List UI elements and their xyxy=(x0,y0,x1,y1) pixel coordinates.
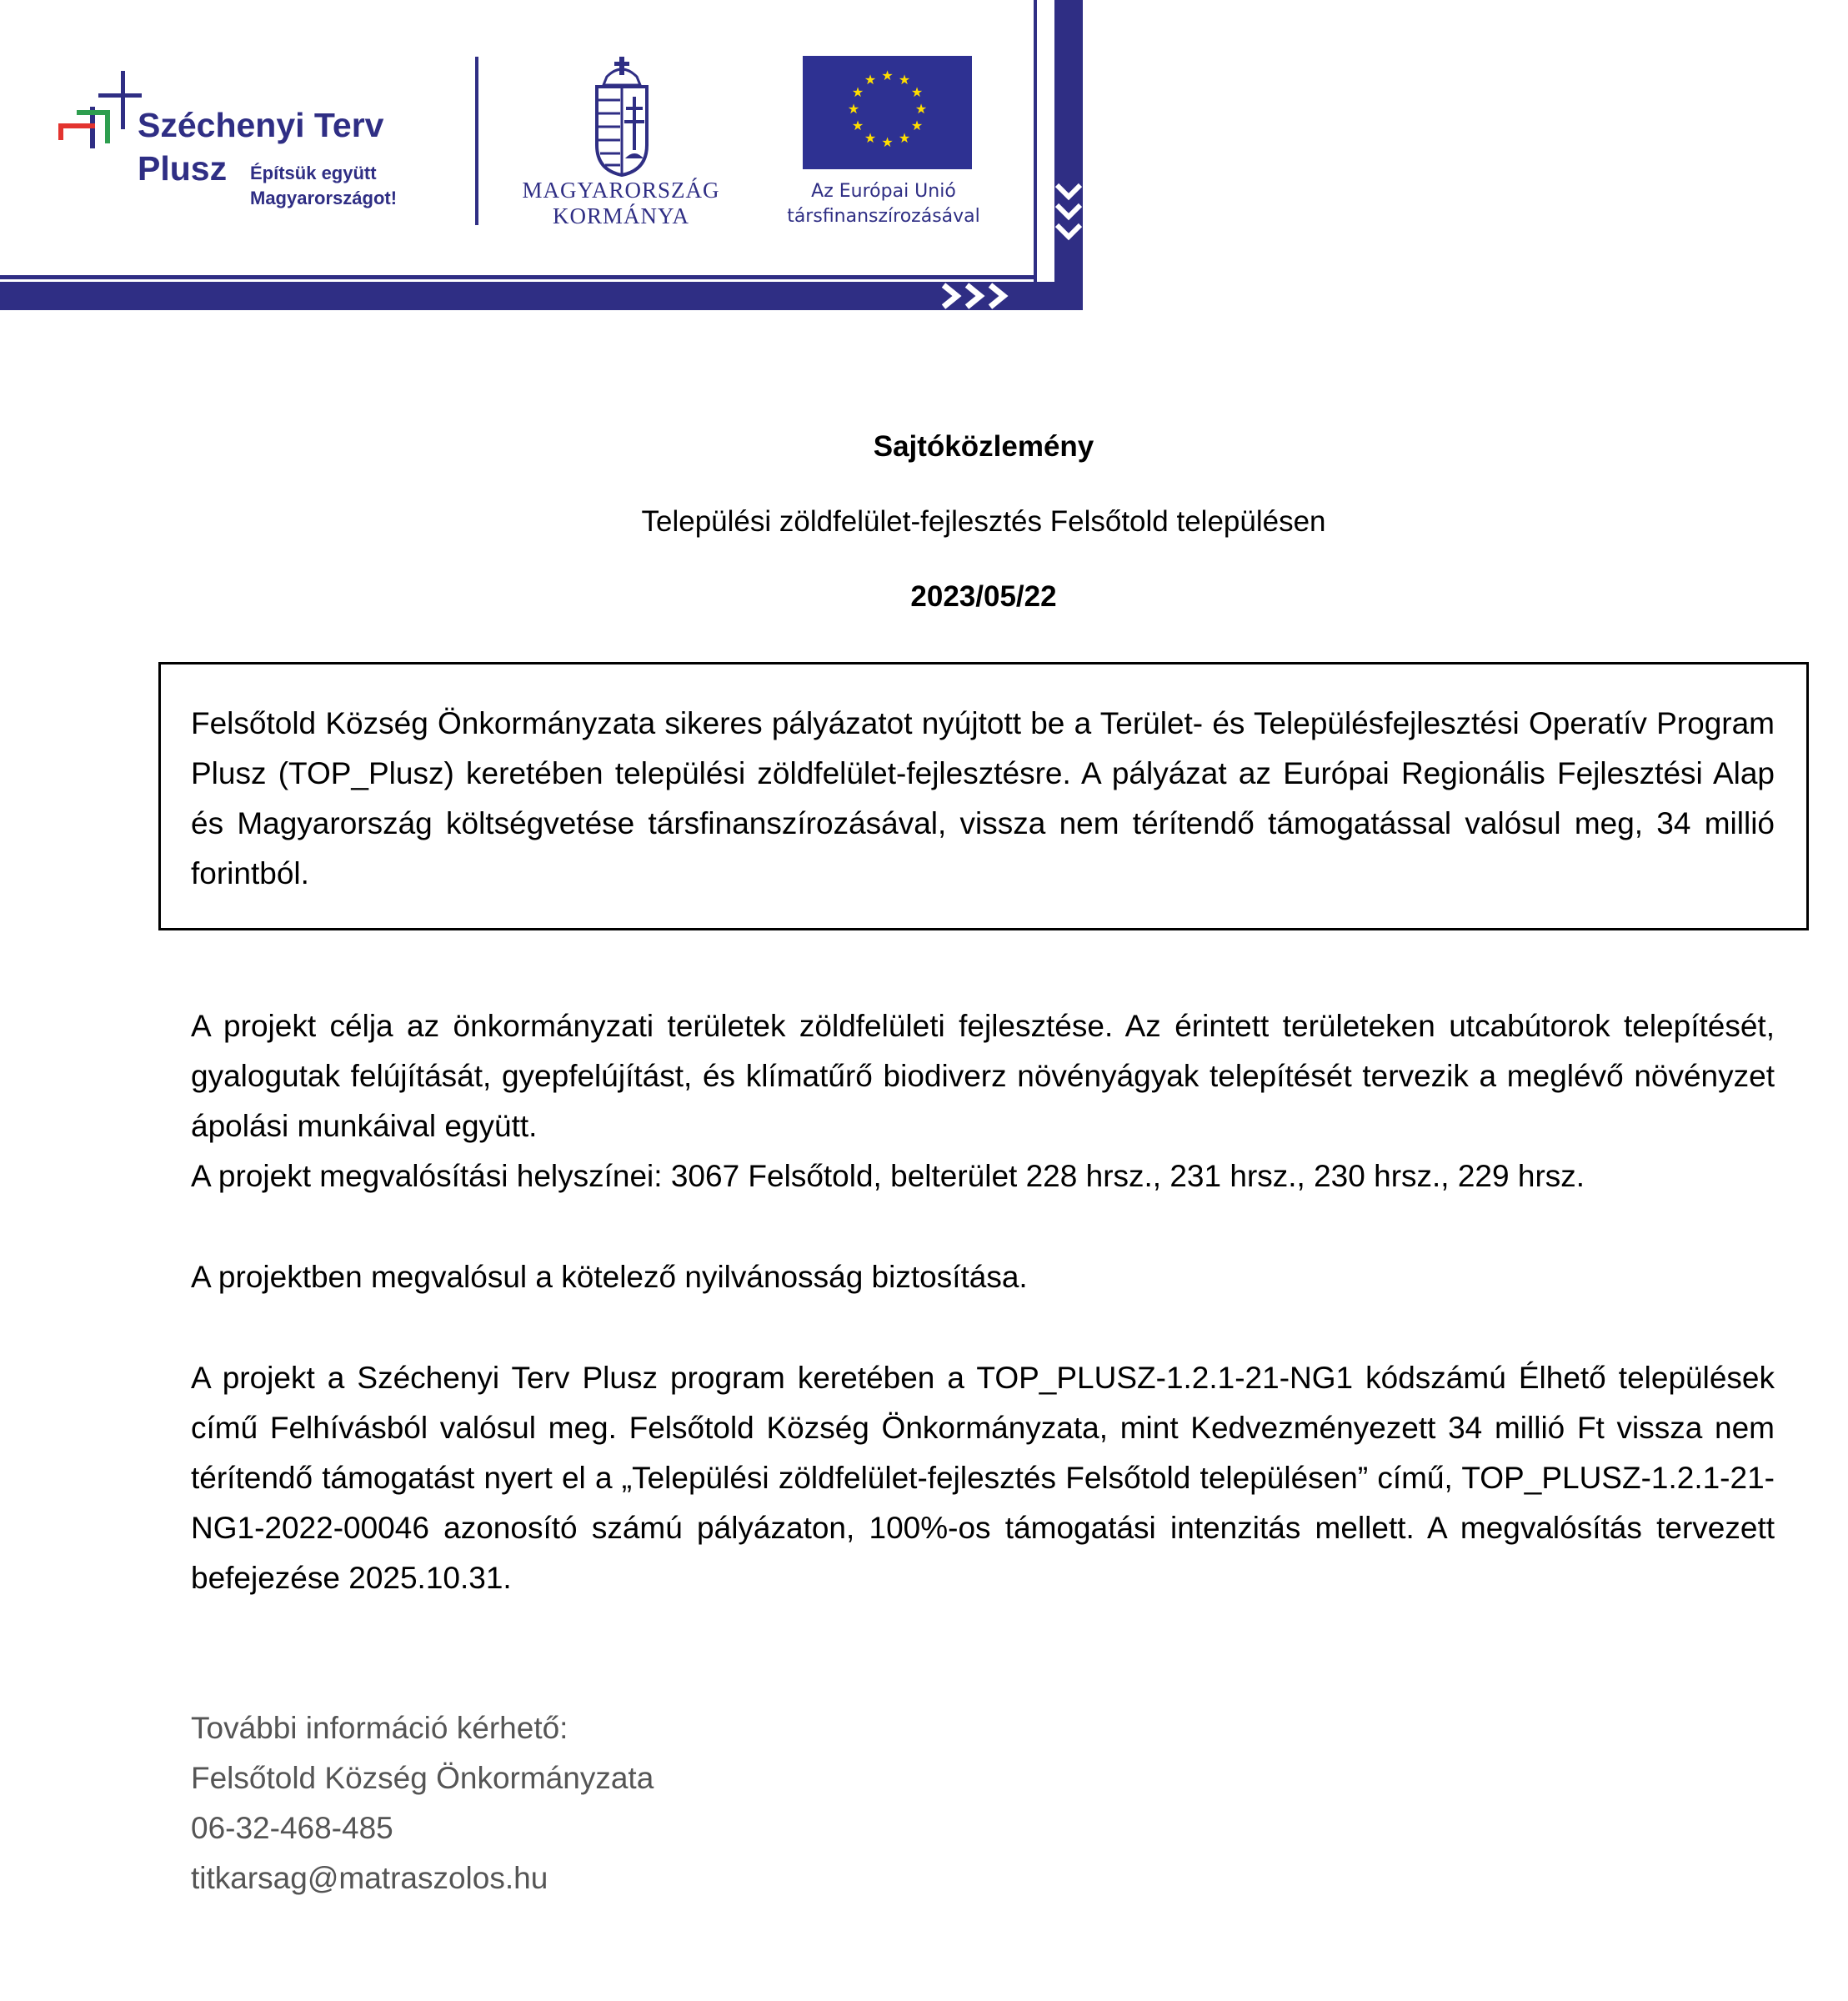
szechenyi-logo-name: Széchenyi Terv xyxy=(138,106,384,144)
document-subtitle: Települési zöldfelület-fejlesztés Felsőtold településen xyxy=(641,505,1326,538)
svg-text:★: ★ xyxy=(898,130,911,146)
svg-text:★: ★ xyxy=(898,72,911,88)
header-banner xyxy=(0,0,1084,310)
svg-text:★: ★ xyxy=(847,101,860,117)
svg-text:★: ★ xyxy=(910,84,924,100)
svg-text:★: ★ xyxy=(881,134,894,150)
hungarian-coat-of-arms-icon xyxy=(597,57,647,175)
document-title: Sajtóközlemény xyxy=(873,430,1094,463)
szechenyi-logo-slogan: Építsük együtt Magyarországot! xyxy=(250,163,398,208)
contact-email: titkarsag@matraszolos.hu xyxy=(191,1861,548,1895)
contact-heading: További információ kérhető: xyxy=(191,1711,568,1745)
eu-flag-icon xyxy=(803,56,972,169)
location-paragraph: A projekt megvalósítási helyszínei: 3067 Felsőtold, belterület 228 hrsz., 231 hrsz., 230 hrsz., 229 hrsz. xyxy=(191,1159,1585,1193)
government-logo-text: MAGYARORSZÁG KORMÁNYA xyxy=(522,178,720,228)
svg-text:★: ★ xyxy=(851,84,864,100)
svg-text:★: ★ xyxy=(910,118,924,133)
contact-phone: 06-32-468-485 xyxy=(191,1811,393,1845)
goal-paragraph: A projekt célja az önkormányzati területek zöldfelületi fejlesztése. Az érintett területeken utcabútorok telepítését, gyalogutak felújítását, gyepfelújítást, és klímatűrő biodiverz növényágyak telepítését tervezik a meglévő növényzet ápolási munkáival együtt. xyxy=(191,1009,1775,1143)
szechenyi-logo-plusz: Plusz xyxy=(138,149,228,188)
eu-logo-text: Az Európai Unió társfinanszírozásával xyxy=(787,181,980,227)
svg-text:★: ★ xyxy=(914,101,928,117)
szechenyi-cross-logo-icon xyxy=(58,71,142,148)
svg-text:★: ★ xyxy=(864,130,877,146)
contact-block xyxy=(191,1703,654,1903)
contact-organization: Felsőtold Község Önkormányzata xyxy=(191,1761,654,1795)
svg-text:★: ★ xyxy=(864,72,877,88)
svg-text:★: ★ xyxy=(881,68,894,83)
svg-text:★: ★ xyxy=(851,118,864,133)
program-paragraph: A projekt a Széchenyi Terv Plusz program keretében a TOP_PLUSZ-1.2.1-21-NG1 kódszámú Élhető települések című Felhívásból valósul meg. Felsőtold Község Önkormányzata, mint Kedvezményezett 34 millió Ft vissza nem térítendő támogatást nyert el a „Települési zöldfelület-fejlesztés Felsőtold településen” című, TOP_PLUSZ-1.2.1-21-NG1-2022-00046 azonosító számú pályázaton, 100%-os támogatási intenzitás mellett. A megvalósítás tervezett befejezése 2025.10.31. xyxy=(191,1361,1775,1595)
publicity-paragraph: A projektben megvalósul a kötelező nyilvánosság biztosítása. xyxy=(191,1260,1028,1294)
document-date: 2023/05/22 xyxy=(910,580,1057,613)
summary-paragraph: Felsőtold Község Önkormányzata sikeres pályázatot nyújtott be a Terület- és Településfejlesztési Operatív Program Plusz (TOP_Plusz) keretében települési zöldfelület-fejlesztésre. A pályázat az Európai Regionális Fejlesztési Alap és Magyarország költségvetése társfinanszírozásával, vissza nem térítendő támogatással valósul meg, 34 millió forintból. xyxy=(191,706,1775,890)
